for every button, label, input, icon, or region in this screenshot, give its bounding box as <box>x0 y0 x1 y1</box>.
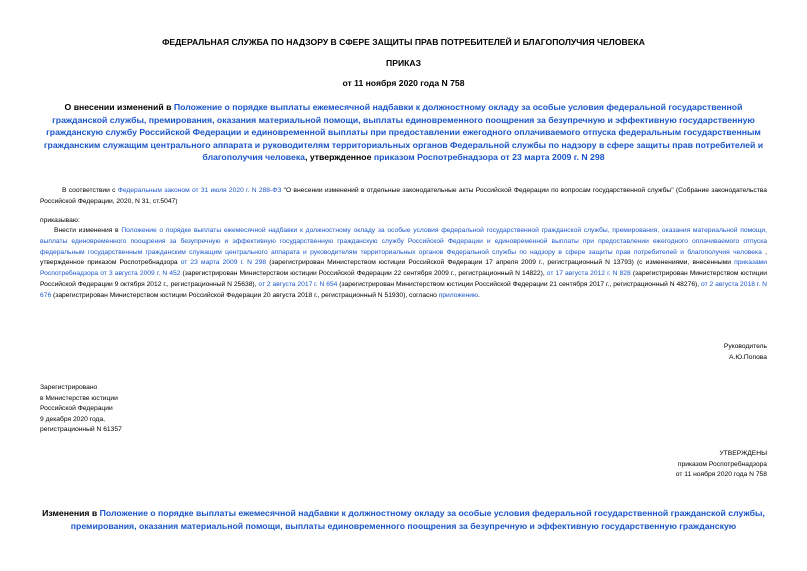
preamble-text-2: "О внесении изменений в отдельные законодательные акты Российской Федерации по вопросам государственной службы" (Собрание законодательства Российской Федерации, 2020, N 31, ст.5047) <box>40 187 768 205</box>
annex-link[interactable]: приложению <box>438 291 479 299</box>
clause-order-298-link[interactable]: от 23 марта 2009 г. N 298 <box>180 259 267 267</box>
clause-text-3: (зарегистрирован Министерством юстиции Российской Федерации 17 апреля 2009 г., регистрационный N 13793) (с изменениями, внесенными <box>266 259 735 267</box>
preamble-text-1: В соответствии с <box>62 187 118 194</box>
signature-block <box>567 342 767 363</box>
clause-text-7: (зарегистрирован Министерством юстиции Российской Федерации 20 августа 2018 г., регистрационный N 51930), согласно <box>51 291 439 299</box>
order-word: приказываю: <box>40 217 80 224</box>
annex-title <box>40 507 767 532</box>
clause-text-1: Внести изменения в <box>54 227 122 234</box>
federal-law-link[interactable]: Федеральным законом от 31 июля 2020 г. N 288-ФЗ <box>117 187 282 194</box>
registration-line: 9 декабря 2020 года, <box>40 415 106 423</box>
clause-order-676-link[interactable]: от 2 августа 2018 г. N 676 <box>40 280 767 299</box>
doc-date: от 11 ноября 2020 года N 758 <box>342 78 465 88</box>
registration-line: в Министерстве юстиции <box>40 394 118 402</box>
signature-name: А.Ю.Попова <box>729 353 767 361</box>
title-order-link[interactable]: приказом Роспотребнадзора от 23 марта 2009 г. N 298 <box>373 152 605 162</box>
clause-text-8: . <box>478 291 480 299</box>
clause-text-6: (зарегистрирован Министерством юстиции Российской Федерации 21 сентября 2017 г., регистрационный N 48276), <box>337 280 702 288</box>
registration-line: регистрационный N 61357 <box>40 426 122 434</box>
registration-block <box>40 383 260 436</box>
clause-order-654-link[interactable]: от 2 августа 2017 г. N 654 <box>258 280 338 288</box>
approval-line: УТВЕРЖДЕНЫ <box>719 450 767 457</box>
title-middle: , утвержденное <box>305 152 374 162</box>
title-prefix: О внесении изменений в <box>64 102 174 112</box>
registration-line: Зарегистрировано <box>40 384 98 391</box>
clause-order-452-link[interactable]: приказами Роспотребнадзора от 3 августа 2009 г. N 452 <box>40 259 767 278</box>
agency-name: ФЕДЕРАЛЬНАЯ СЛУЖБА ПО НАДЗОРУ В СФЕРЕ ЗАЩИТЫ ПРАВ ПОТРЕБИТЕЛЕЙ И БЛАГОПОЛУЧИЯ ЧЕЛОВЕКА <box>162 37 645 47</box>
clause-text-4: (зарегистрирован Министерством юстиции Российской Федерации 22 сентября 2009 г., регистрационный N 14822), <box>180 270 547 278</box>
approval-block <box>547 449 767 481</box>
order-clause <box>40 226 767 302</box>
title-regulation-link[interactable]: Положение о порядке выплаты ежемесячной надбавки к должностному окладу за особые условия федеральной государственной гражданской службы, премирования, оказания материальной помощи, выплаты единовременного поощрения за безупречную и эффективную государственную гражданскую службу Российской Федерации и единовременной выплаты при предоставлении ежегодного оплачиваемого отпуска федеральным государственным гражданским служащим центрального аппарата и руководителям территориальных органов Федеральной службы по надзору в сфере защиты прав потребителей и благополучия человека <box>43 102 764 162</box>
clause-text-2: , утвержденное приказом Роспотребнадзора <box>40 248 768 267</box>
preamble <box>40 186 767 208</box>
clause-order-828-link[interactable]: от 17 августа 2012 г. N 828 <box>546 270 631 278</box>
annex-title-prefix: Изменения в <box>42 508 100 518</box>
doc-type: ПРИКАЗ <box>386 58 421 68</box>
registration-line: Российской Федерации <box>40 405 113 413</box>
annex-title-regulation-link[interactable]: Положение о порядке выплаты ежемесячной надбавки к должностному окладу за особые условия федеральной государственной гражданской службы, премирования, оказания материальной помощи, выплаты единовременного поощрения за безупречную и эффективную государственную гражданскую <box>70 508 765 531</box>
approval-line: приказом Роспотребнадзора <box>677 460 767 468</box>
approval-line: от 11 ноября 2020 года N 758 <box>675 471 767 479</box>
signature-role: Руководитель <box>723 343 767 350</box>
page-title <box>40 101 767 164</box>
clause-regulation-link[interactable]: Положение о порядке выплаты ежемесячной надбавки к должностному окладу за особые условия федеральной государственной гражданской службы, премирования, оказания материальной помощи, выплаты единовременного поощрения за безупречную и эффективную государственную гражданскую службу Российской Федерации и единовременной выплаты при предоставлении ежегодного оплачиваемого отпуска федеральным государственным гражданским служащим центрального аппарата и руководителям территориальных органов Федеральной службы по надзору в сфере защиты прав потребителей и благополучия человека <box>40 227 767 256</box>
clause-text-5: (зарегистрирован Министерством юстиции Российской Федерации 9 октября 2012 г., регистрационный N 25638), <box>40 270 767 288</box>
